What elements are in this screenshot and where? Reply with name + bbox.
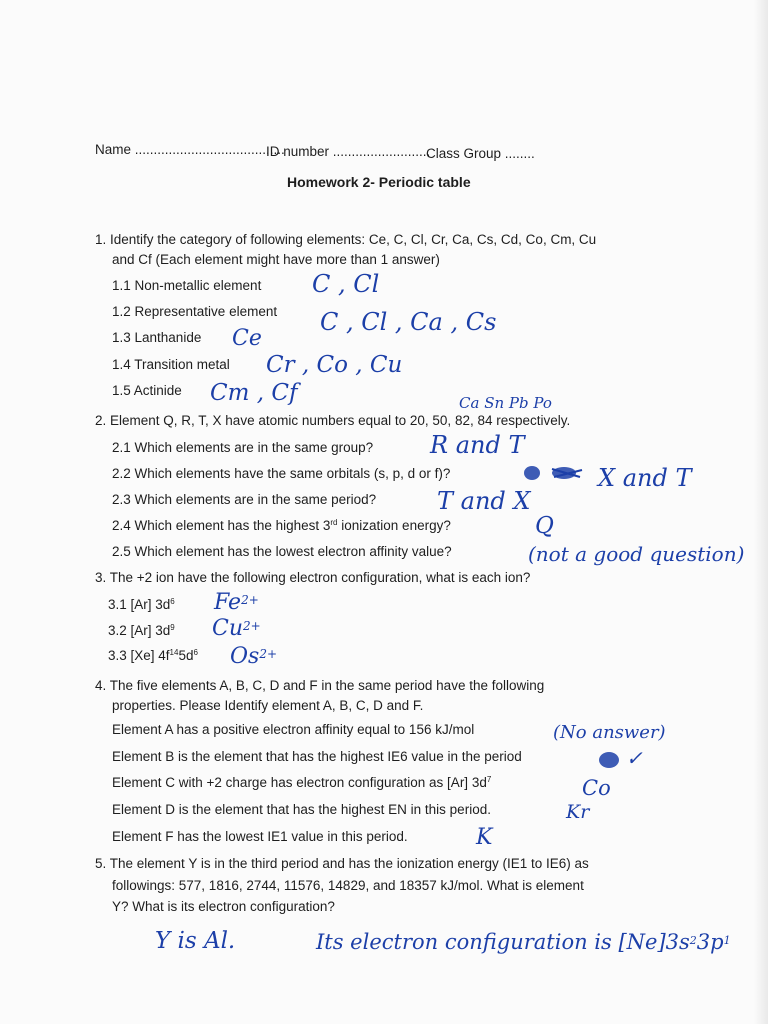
q2-1-label: 2.1 Which elements are in the same group? xyxy=(112,440,374,455)
q5-prompt-line3: Y? What is its electron configuration? xyxy=(112,899,335,914)
q3-prompt: 3. The +2 ion have the following electron configuration, what is each ion? xyxy=(95,570,531,585)
q3-1-answer: $Fe^{2+}$ xyxy=(214,590,259,615)
q2-4-answer: Q xyxy=(535,513,554,539)
q1-1-label: 1.1 Non-metallic element xyxy=(112,278,262,293)
q1-5-answer: Cm , Cf xyxy=(210,380,298,406)
q1-4-label: 1.4 Transition metal xyxy=(112,357,230,372)
q1-4-answer: Cr , Co , Cu xyxy=(266,352,403,378)
q4-b-scribble xyxy=(598,751,620,769)
id-number-field-label: ID number .......................... xyxy=(266,144,431,159)
q1-2-label: 1.2 Representative element xyxy=(112,304,278,319)
q5-prompt-line2: followings: 577, 1816, 2744, 11576, 14829, and 18357 kJ/mol. What is element xyxy=(112,878,584,893)
q1-3-answer: Ce xyxy=(232,326,262,351)
q2-3-answer: T and X xyxy=(437,487,531,515)
q5-prompt-line1: 5. The element Y is in the third period and has the ionization energy (IE1 to IE6) as xyxy=(95,856,589,871)
q4-c-answer: Co xyxy=(582,776,611,800)
q3-1-label: 3.1 [Ar] $3d^6$ xyxy=(108,597,175,612)
q4-prompt-line1: 4. The five elements A, B, C, D and F in the same period have the following xyxy=(95,678,545,693)
q4-f-answer: K xyxy=(476,825,493,850)
q4-b-label: Element B is the element that has the highest IE6 value in the period xyxy=(112,749,522,764)
q1-3-label: 1.3 Lanthanide xyxy=(112,330,202,345)
class-group-field-label: Class Group ........ xyxy=(426,146,535,161)
q2-5-label: 2.5 Which element has the lowest electron affinity value? xyxy=(112,544,452,559)
q4-c-label: Element C with +2 charge has electron configuration as [Ar] $3d^7$ xyxy=(112,775,492,790)
q4-a-answer: (No answer) xyxy=(553,722,666,743)
q4-d-label: Element D is the element that has the highest EN in this period. xyxy=(112,802,491,817)
q1-prompt-line2: and Cf (Each element might have more than 1 answer) xyxy=(112,252,440,267)
name-field-label: Name ........................................ xyxy=(95,142,285,157)
q4-prompt-line2: properties. Please Identify element A, B, C, D and F. xyxy=(112,698,424,713)
q2-4-label: 2.4 Which element has the highest 3rd ionization energy? xyxy=(112,518,451,533)
q3-2-answer: $Cu^{2+}$ xyxy=(212,616,261,641)
page-edge-shadow xyxy=(754,0,768,1024)
q2-5-answer: (not a good question) xyxy=(528,542,745,566)
q2-3-label: 2.3 Which elements are in the same period? xyxy=(112,492,377,507)
q5-answer-element: Y is Al. xyxy=(155,928,236,954)
q4-d-answer: Kr xyxy=(566,801,590,823)
q2-1-answer: R and T xyxy=(430,431,525,459)
q1-1-answer: C , Cl xyxy=(312,270,380,298)
q2-2-answer: X and T xyxy=(598,464,692,492)
q1-5-label: 1.5 Actinide xyxy=(112,383,182,398)
q1-prompt-line1: 1. Identify the category of following elements: Ce, C, Cl, Cr, Ca, Cs, Cd, Co, Cm, Cu xyxy=(95,232,597,247)
q5-answer-configuration: Its electron configuration is $[Ne]3s^23p^1$ xyxy=(316,930,731,954)
q2-prompt: 2. Element Q, R, T, X have atomic numbers equal to 20, 50, 82, 84 respectively. xyxy=(95,413,571,428)
q2-element-annotation: Ca Sn Pb Po xyxy=(459,394,552,412)
q2-2-scribble xyxy=(522,465,594,481)
q3-2-label: 3.2 [Ar] $3d^9$ xyxy=(108,623,175,638)
q4-f-label: Element F has the lowest IE1 value in this period. xyxy=(112,829,408,844)
q3-3-label: 3.3 [Xe] $4f^{14}5d^6$ xyxy=(108,648,198,663)
q2-2-label: 2.2 Which elements have the same orbitals (s, p, d or f)? xyxy=(112,466,451,481)
q1-2-answer: C , Cl , Ca , Cs xyxy=(320,308,497,336)
page-title: Homework 2- Periodic table xyxy=(287,174,471,190)
q3-3-answer: $Os^{2+}$ xyxy=(230,644,278,669)
q4-a-label: Element A has a positive electron affinity equal to 156 kJ/mol xyxy=(112,722,475,737)
q4-b-checkmark: ✓ xyxy=(626,746,643,770)
